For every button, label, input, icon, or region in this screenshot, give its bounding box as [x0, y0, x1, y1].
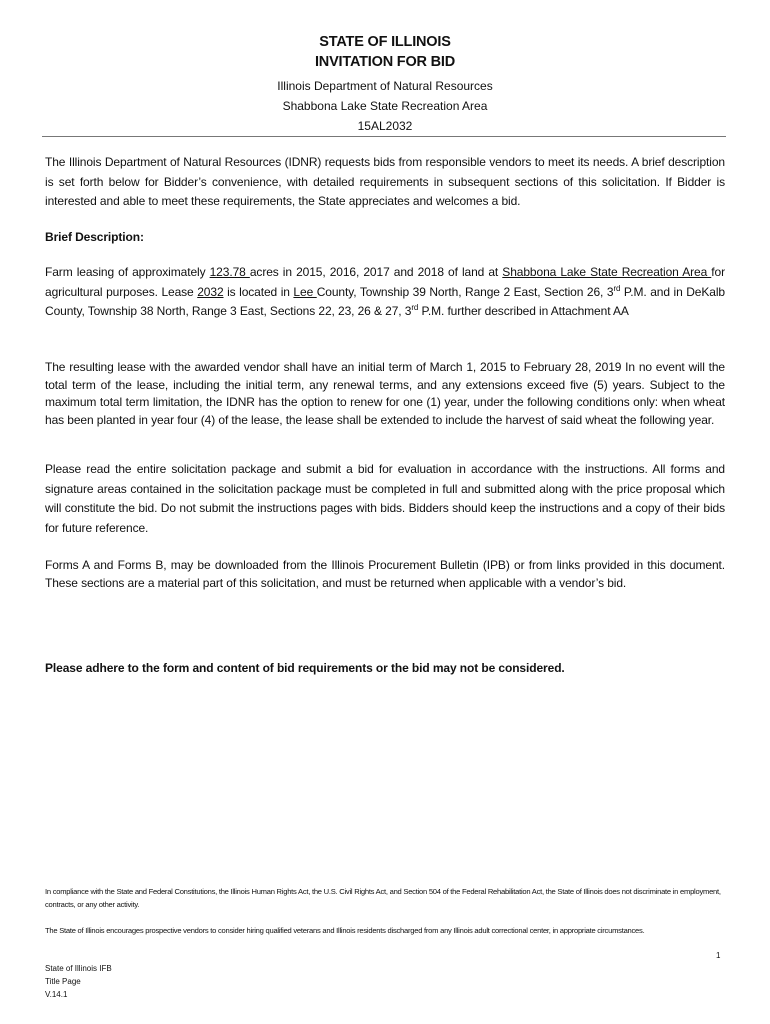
lease-number: 2032 [197, 284, 224, 299]
intro-paragraph: The Illinois Department of Natural Resources (IDNR) requests bids from responsible vendors to meet its needs. A brief description is set forth below for Bidder’s convenience, with detailed requirements in subsequent sections of this solicitation. If Bidder is interested and able to meet these requirements, the State appreciates and welcomes a bid. [45, 155, 725, 208]
page-number: 1 [716, 951, 721, 960]
header-divider [42, 136, 726, 137]
site-name: Shabbona Lake State Recreation Area [282, 99, 488, 113]
forms-paragraph: Forms A and Forms B, may be downloaded from the Illinois Procurement Bulletin (IPB) or from links provided in this document. These sections are a material part of this solicitation, and must be returned when applicable with a vendor’s bid. [45, 558, 725, 590]
agency-name: Illinois Department of Natural Resources [277, 79, 493, 93]
acres-value: 123.78 [209, 265, 250, 279]
bid-number: 15AL2032 [357, 119, 413, 133]
document-title: STATE OF ILLINOIS [319, 34, 451, 50]
county-name: Lee [293, 284, 317, 299]
solicitation-instructions-paragraph: Please read the entire solicitation package and submit a bid for evaluation in accordance with the instructions. All forms and signature areas contained in the solicitation package must be completed in full and submitted along with the price proposal which will constitute the bid. Do not submit the instructions pages with bids. Bidders should keep the instructions and a copy of their bids for future reference. [45, 462, 725, 535]
lease-term-paragraph: The resulting lease with the awarded vendor shall have an initial term of March 1, 2015 to February 28, 2019 In no event will the total term of the lease, including the initial term, any renewal terms, and any extensions exceed five (5) years. Subject to the maximum total term limitation, the IDNR has the option to renew for one (1) year, under the following conditions only: when wheat has been planted in year four (4) of the lease, the lease shall be extended to include the harvest of said wheat the following year. [45, 360, 725, 427]
document-subtitle: INVITATION FOR BID [314, 54, 456, 70]
footer-page-name: Title Page [45, 977, 81, 986]
farm-lease-paragraph: Farm leasing of approximately 123.78 acres in 2015, 2016, 2017 and 2018 of land at Shabbona Lake State Recreation Area for agricultural purposes. Lease 2032 is located in Lee County, Township 39 North, Range 2 East, Section 26, 3rd P.M. and in DeKalb County, Township 38 North, Range 3 East, Sections 22, 23, 26 & 27, 3rd P.M. further described in Attachment AA [45, 265, 725, 318]
footer-form-name: State of Illinois IFB [45, 964, 112, 973]
adhere-notice: Please adhere to the form and content of bid requirements or the bid may not be considered. [45, 661, 565, 675]
site-link-text: Shabbona Lake State Recreation Area [502, 265, 712, 279]
veterans-footnote: The State of Illinois encourages prospective vendors to consider hiring qualified veterans and Illinois residents discharged from any Illinois adult correctional center, in appropriate circumstances. [45, 926, 645, 935]
brief-description-heading: Brief Description: [45, 230, 144, 244]
footer-version: V.14.1 [45, 990, 68, 999]
compliance-footnote: In compliance with the State and Federal Constitutions, the Illinois Human Rights Act, the U.S. Civil Rights Act, and Section 504 of the Federal Rehabilitation Act, the State of Illinois does not discriminate in employment, contracts, or any other activity. [45, 887, 721, 909]
